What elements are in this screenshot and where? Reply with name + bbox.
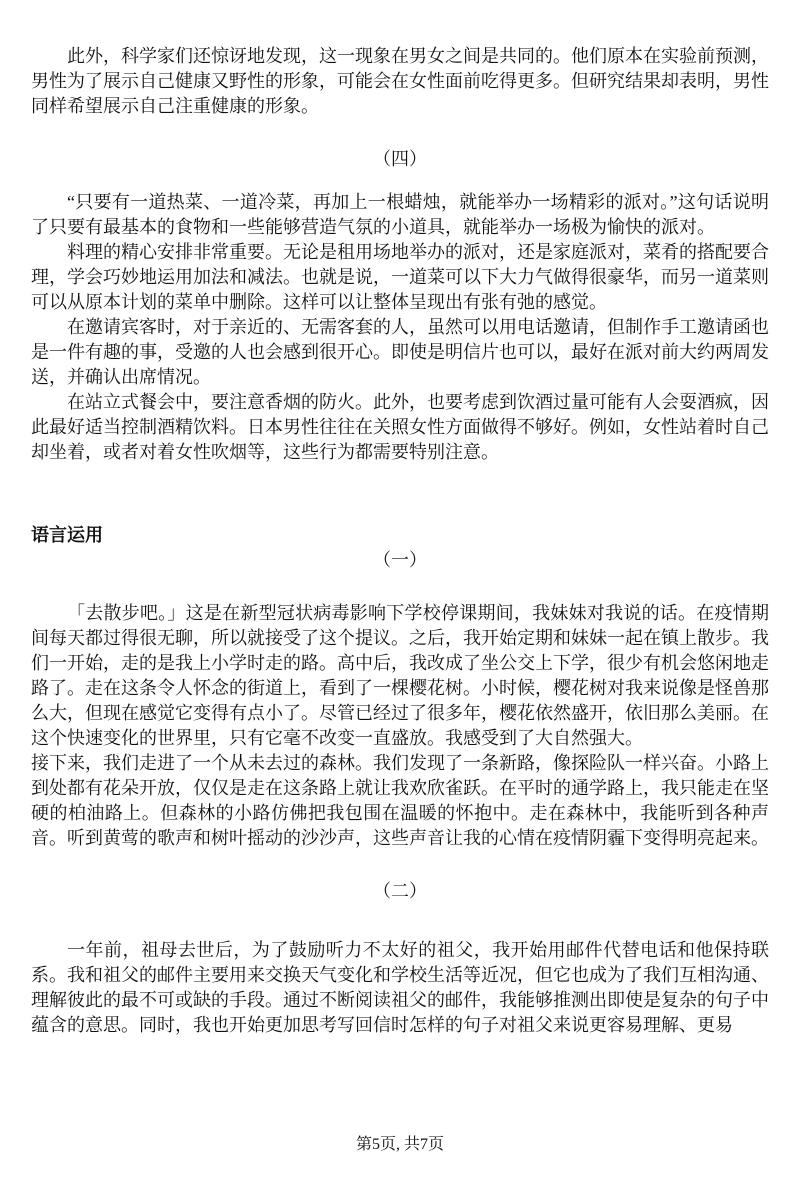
paragraph-party-intro: “只要有一道热菜、一道冷菜，再加上一根蜡烛，就能举办一场精彩的派对。”这句话说明了只要有最基本的食物和一些能够营造气氛的小道具，就能举办一场极为愉快的派对。: [31, 192, 769, 237]
paragraph-standing-party: 在站立式餐会中，要注意香烟的防火。此外，也要考虑到饮酒过量可能有人会耍酒疯，因此最好适当控制酒精饮料。日本男性往往在关照女性方面做得不够好。例如，女性站着时自己却坐着，或者对着女性吹烟等，这些行为都需要特别注意。: [31, 392, 769, 462]
section-heading-one: （一）: [373, 550, 427, 570]
paragraph-invitations: 在邀请宾客时，对于亲近的、无需客套的人，虽然可以用电话邀请，但制作手工邀请函也是一件有趣的事，受邀的人也会感到很开心。即使是明信片也可以，最好在派对前大约两周发送，并确认出席情况。: [31, 317, 769, 387]
paragraph-walk-part1: 「去散步吧。」这是在新型冠状病毒影响下学校停课期间，我妹妹对我说的话。在疫情期间每天都过得很无聊，所以就接受了这个提议。之后，我开始定期和妹妹一起在镇上散步。我们一开始，走的是我上小学时走的路。高中后，我改成了坐公交上下学，很少有机会悠闲地走路了。走在这条令人怀念的街道上，看到了一棵樱花树。小时候，樱花树对我来说像是怪兽那么大，但现在感觉它变得有点小了。尽管已经过了很多年，樱花依然盛开，依旧那么美丽。在这个快速变化的世界里，只有它毫不改变一直盛放。我感受到了大自然强大。: [31, 603, 769, 748]
paragraph-walk-part2: 接下来，我们走进了一个从未去过的森林。我们发现了一条新路，像探险队一样兴奋。小路上到处都有花朵开放，仅仅是走在这条路上就让我欢欣雀跃。在平时的通学路上，我只能走在坚硬的柏油路上。但森林的小路仿佛把我包围在温暖的怀抱中。走在森林中，我能听到各种声音。听到黄莺的歌声和树叶摇动的沙沙声，这些声音让我的心情在疫情阴霾下变得明亮起来。: [31, 753, 769, 848]
section-heading-four: （四）: [373, 149, 427, 169]
paragraph-cuisine-arrangement: 料理的精心安排非常重要。无论是租用场地举办的派对，还是家庭派对，菜肴的搭配要合理，学会巧妙地运用加法和减法。也就是说，一道菜可以下大力气做得很豪华，而另一道菜则可以从原本计划的菜单中删除。这样可以让整体呈现出有张有弛的感觉。: [31, 242, 769, 312]
paragraph-grandfather-mail: 一年前，祖母去世后，为了鼓励听力不太好的祖父，我开始用邮件代替电话和他保持联系。我和祖父的邮件主要用来交换天气变化和学校生活等近况，但它也成为了我们互相沟通、理解彼此的最不可或缺的手段。通过不断阅读祖父的邮件，我能够推测出即使是复杂的句子中蕴含的意思。同时，我也开始更加思考写回信时怎样的句子对祖父来说更容易理解、更易: [31, 940, 769, 1035]
page-number-footer: 第5页, 共7页: [355, 1136, 444, 1153]
section-heading-two: （二）: [373, 881, 427, 901]
section-title-language-use: 语言运用: [31, 525, 103, 545]
paragraph-gender-study: 此外，科学家们还惊讶地发现，这一现象在男女之间是共同的。他们原本在实验前预测，男性为了展示自己健康又野性的形象，可能会在女性面前吃得更多。但研究结果却表明，男性同样希望展示自己注重健康的形象。: [31, 46, 769, 116]
